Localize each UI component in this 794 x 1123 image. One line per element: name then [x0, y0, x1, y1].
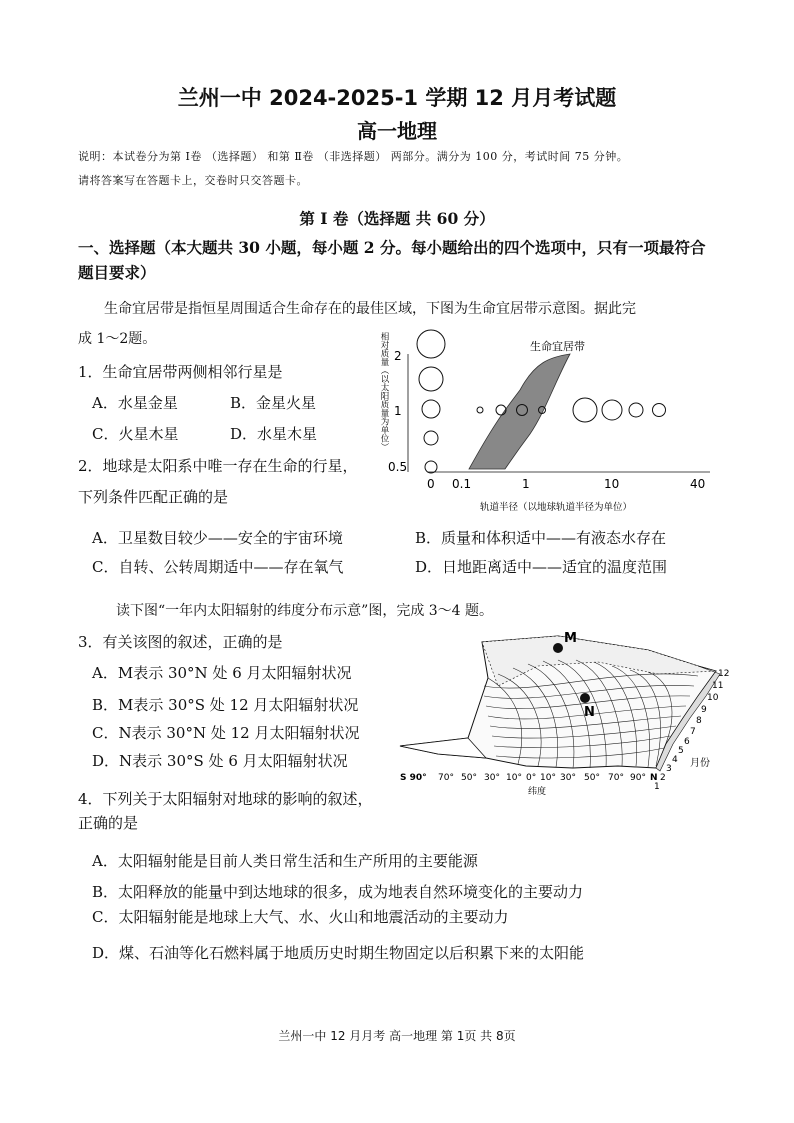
q3-option-d[interactable]: D．N表示 30°S 处 6 月太阳辐射状况	[92, 752, 348, 770]
planet-uranus	[629, 403, 643, 417]
point-n-marker	[580, 693, 590, 703]
q4-stem-line2: 正确的是	[78, 814, 139, 832]
passage2: 读下图“一年内太阳辐射的纬度分布示意”图，完成 3～4 题。	[116, 603, 494, 619]
star-circle-1	[417, 330, 445, 358]
q4-stem-line1: 4．下列关于太阳辐射对地球的影响的叙述，	[78, 790, 373, 808]
passage1-line2: 成 1～2题。	[78, 331, 157, 347]
latitude-axis-label: 纬度	[528, 787, 547, 797]
planet-jupiter	[573, 398, 597, 422]
x-tick-40: 40	[690, 477, 706, 491]
latitude-ticks	[400, 773, 658, 783]
habitable-zone-label: 生命宜居带	[530, 340, 585, 353]
svg-text:2: 2	[660, 773, 666, 783]
point-n-label: N	[584, 705, 595, 720]
svg-text:70°: 70°	[438, 773, 454, 783]
point-m-label: M	[564, 631, 577, 646]
x-tick-0-1: 0.1	[452, 477, 472, 491]
svg-text:0°: 0°	[526, 773, 537, 783]
q1-option-c[interactable]: C．火星木星	[92, 425, 179, 443]
q2-stem-line2: 下列条件匹配正确的是	[78, 488, 229, 506]
x-tick-10: 10	[604, 477, 620, 491]
planet-mercury	[477, 407, 483, 413]
svg-text:70°: 70°	[608, 773, 624, 783]
q4-option-b[interactable]: B．太阳释放的能量中到达地球的很多，成为地表自然环境变化的主要动力	[92, 883, 584, 901]
svg-text:30°: 30°	[560, 773, 576, 783]
svg-text:10°: 10°	[506, 773, 522, 783]
q3-option-c[interactable]: C．N表示 30°N 处 12 月太阳辐射状况	[92, 724, 360, 742]
section-title: 第 I 卷（选择题 共 60 分）	[299, 209, 495, 228]
section-instruction-line1: 一、选择题（本大题共 30 小题，每小题 2 分。每小题给出的四个选项中，只有一项最符合	[78, 238, 706, 257]
svg-text:9: 9	[701, 705, 707, 715]
q2-option-d[interactable]: D．日地距离适中——适宜的温度范围	[415, 558, 668, 576]
y-tick-0-5: 0.5	[388, 460, 408, 474]
passage1-line1: 生命宜居带是指恒星周围适合生命存在的最佳区域，下图为生命宜居带示意图。据此完	[104, 301, 636, 317]
q1-option-d[interactable]: D．水星木星	[230, 425, 318, 443]
svg-text:10: 10	[707, 693, 719, 703]
star-circle-3	[422, 400, 440, 418]
svg-text:90°: 90°	[630, 773, 646, 783]
q4-option-c[interactable]: C．太阳辐射能是地球上大气、水、火山和地震活动的主要动力	[92, 908, 509, 926]
planet-neptune	[653, 404, 666, 417]
star-circle-4	[424, 431, 438, 445]
q1-option-a[interactable]: A．水星金星	[92, 394, 178, 412]
q4-option-a[interactable]: A．太阳辐射能是目前人类日常生活和生产所用的主要能源	[92, 852, 478, 870]
y-tick-1: 1	[394, 404, 402, 418]
svg-text:11: 11	[712, 681, 724, 691]
svg-text:8: 8	[696, 716, 702, 726]
star-circle-5	[425, 461, 437, 473]
habitable-zone-diagram	[370, 322, 720, 517]
svg-text:12: 12	[718, 669, 730, 679]
instruction-note-line2: 请将答案写在答题卡上，交卷时只交答题卡。	[78, 174, 308, 187]
svg-text:4: 4	[672, 755, 678, 765]
section-instruction-line2: 题目要求）	[78, 263, 156, 282]
q4-option-d[interactable]: D．煤、石油等化石燃料属于地质历史时期生物固定以后积累下来的太阳能	[92, 944, 585, 962]
svg-text:7: 7	[690, 727, 696, 737]
svg-text:30°: 30°	[484, 773, 500, 783]
svg-text:6: 6	[684, 737, 690, 747]
svg-text:50°: 50°	[584, 773, 600, 783]
svg-text:S 90°: S 90°	[400, 773, 427, 783]
x-tick-1: 1	[522, 477, 530, 491]
subject-title: 高一地理	[357, 119, 437, 143]
y-axis-label: 相对质量（以太阳质量为单位）	[379, 332, 389, 451]
q1-stem: 1．生命宜居带两侧相邻行星是	[78, 363, 283, 381]
svg-text:50°: 50°	[461, 773, 477, 783]
q2-stem-line1: 2．地球是太阳系中唯一存在生命的行星，	[78, 457, 358, 475]
svg-text:5: 5	[678, 746, 684, 756]
month-axis-label: 月份	[690, 758, 710, 769]
q2-option-c[interactable]: C．自转、公转周期适中——存在氧气	[92, 558, 344, 576]
q2-option-a[interactable]: A．卫星数目较少——安全的宇宙环境	[92, 529, 343, 547]
svg-text:1: 1	[654, 782, 660, 792]
exam-title: 兰州一中 2024-2025-1 学期 12 月月考试题	[177, 86, 617, 110]
solar-radiation-surface-diagram	[398, 626, 743, 798]
svg-text:3: 3	[666, 764, 672, 774]
q3-option-a[interactable]: A．M表示 30°N 处 6 月太阳辐射状况	[92, 664, 352, 682]
q3-option-b[interactable]: B．M表示 30°S 处 12 月太阳辐射状况	[92, 696, 359, 714]
svg-text:N: N	[650, 773, 658, 783]
planet-saturn	[602, 400, 622, 420]
x-axis-label: 轨道半径（以地球轨道半径为单位）	[480, 502, 633, 513]
page-footer: 兰州一中 12 月月考 高一地理 第 1页 共 8页	[278, 1029, 516, 1043]
habitable-zone-band	[469, 354, 570, 469]
q1-option-b[interactable]: B．金星火星	[230, 394, 317, 412]
q3-stem: 3．有关该图的叙述，正确的是	[78, 633, 283, 651]
svg-text:10°: 10°	[540, 773, 556, 783]
star-circle-2	[419, 367, 443, 391]
point-m-marker	[553, 643, 563, 653]
q2-option-b[interactable]: B．质量和体积适中——有液态水存在	[415, 529, 667, 547]
y-tick-2: 2	[394, 349, 402, 363]
planet-venus	[496, 405, 506, 415]
instruction-note-line1: 说明：本试卷分为第 Ⅰ卷 （选择题） 和第 Ⅱ卷 （非选择题） 两部分。满分为 100 分，考试时间 75 分钟。	[78, 150, 629, 163]
x-tick-0: 0	[427, 477, 435, 491]
